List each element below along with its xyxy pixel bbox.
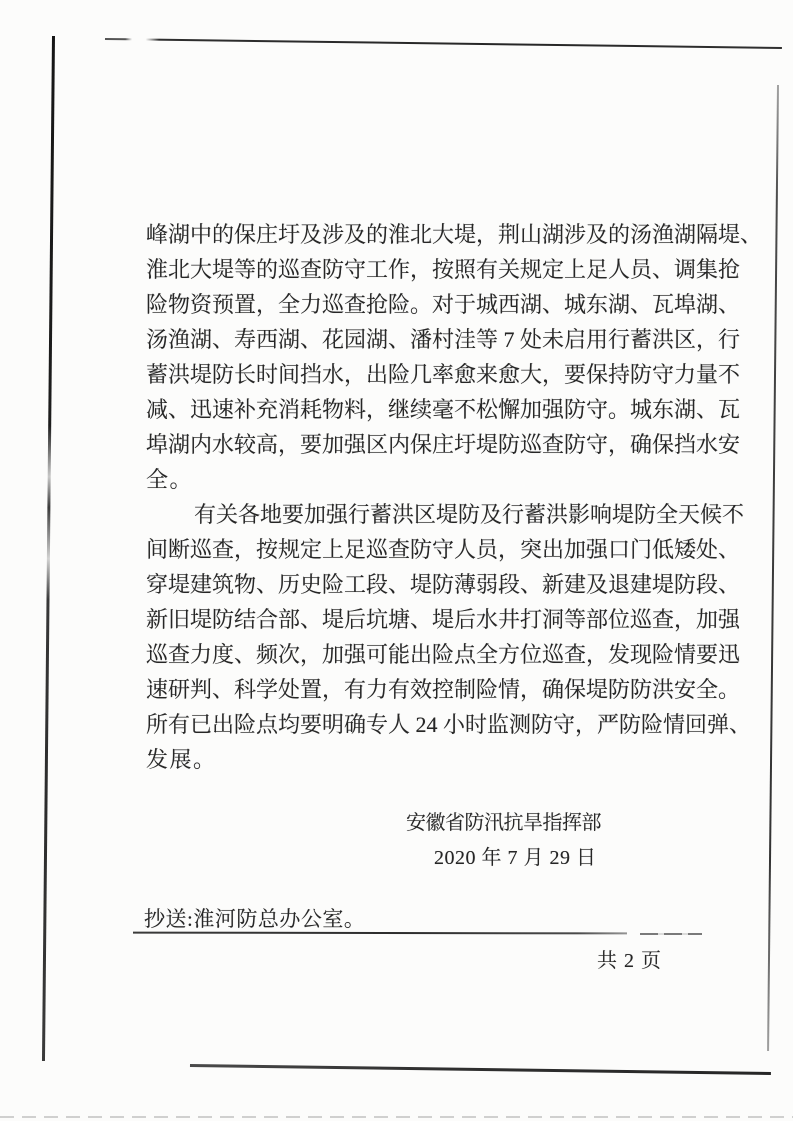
body-text-line: 有关各地要加强行蓄洪区堤防及行蓄洪影响堤防全天候不 [194,502,745,527]
body-text-line: 淮北大堤等的巡查防守工作，按照有关规定上足人员、调集抢 [146,257,741,282]
footer-separator-dash [640,933,702,935]
body-text-line: 减、迅速补充消耗物料，继续毫不松懈加强防守。城东湖、瓦 [146,397,741,422]
body-text-line: 所有已出险点均要明确专人 24 小时监测防守，严防险情回弹、 [146,712,752,737]
body-text-line: 间断巡查，按规定上足巡查防守人员，突出加强口门低矮处、 [146,537,741,562]
body-text-line: 发展。 [146,747,217,772]
body-text-line: 穿堤建筑物、历史险工段、堤防薄弱段、新建及退建堤防段、 [146,572,741,597]
signature-organization: 安徽省防汛抗旱指挥部 [406,812,601,834]
body-text-line: 险物资预置，全力巡查抢险。对于城西湖、城东湖、瓦埠湖、 [146,292,741,317]
body-text-line: 蓄洪堤防长时间挡水，出险几率愈来愈大，要保持防守力量不 [146,362,741,387]
scan-border-right-line [767,85,779,1051]
footer-separator-line [133,932,627,935]
paragraph [146,497,752,777]
scan-border-bottom-line [190,1064,771,1075]
cc-recipients-line: 抄送:淮河防总办公室。 [144,907,366,931]
signature-date: 2020 年 7 月 29 日 [434,847,597,869]
scan-edge-artifact [0,1116,793,1118]
body-text-line: 埠湖内水较高，要加强区内保庄圩堤防巡查防守，确保挡水安 [146,432,741,457]
body-text-line: 汤渔湖、寿西湖、花园湖、潘村洼等 7 处未启用行蓄洪区，行 [146,327,741,352]
body-text-line: 全。 [146,467,194,492]
body-text-line: 新旧堤防结合部、堤后坑塘、堤后水井打洞等部位巡查，加强 [146,607,741,632]
body-text-line: 峰湖中的保庄圩及涉及的淮北大堤，荆山湖涉及的汤渔湖隔堤、 [146,222,763,247]
paragraph [146,217,763,497]
body-text [146,217,763,777]
body-text-line: 速研判、科学处置，有力有效控制险情，确保堤防防洪安全。 [146,677,741,702]
scan-border-top-line [105,38,782,49]
scan-border-left-line [42,36,55,1061]
page-count-label: 共 2 页 [597,950,662,972]
body-text-line: 巡查力度、频次，加强可能出险点全方位巡查，发现险情要迅 [146,642,741,667]
